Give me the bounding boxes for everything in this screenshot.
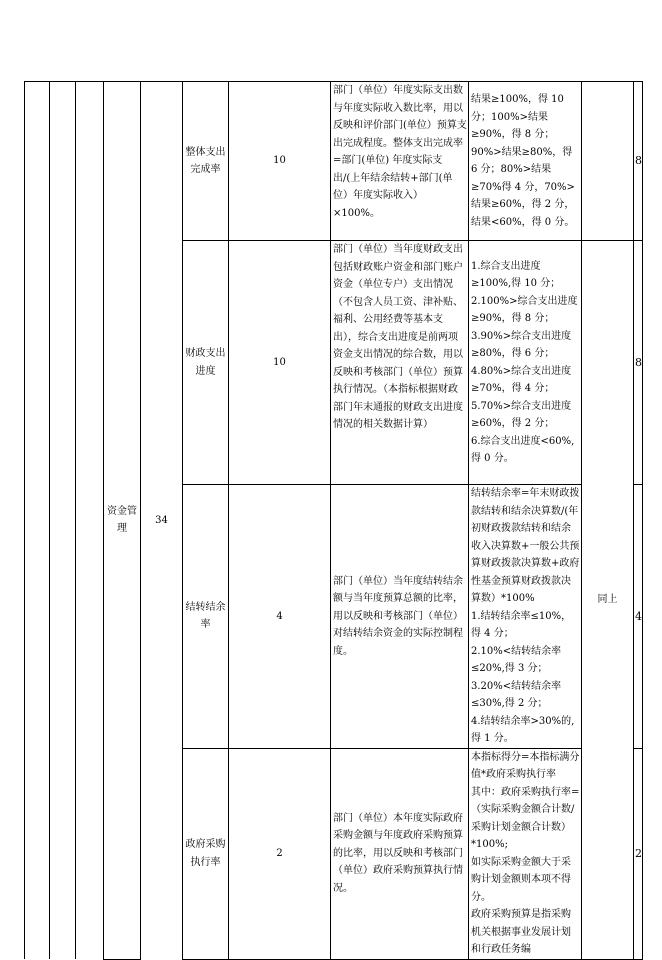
blank-cell <box>76 82 104 960</box>
score-value: 8 <box>634 241 643 485</box>
score-value: 2 <box>634 748 643 959</box>
indicator-description: 部门（单位）年度实际支出数与年度实际收入数比率，用以反映和评价部门(单位）预算支出完成程度。整体支出完成率=部门(单位) 年度实际支出/(上年结余结转+部门(单位）年度实际收入）×100%。 <box>331 82 469 241</box>
category-weight: 34 <box>141 82 183 960</box>
indicator-name: 结转结余率 <box>183 485 229 749</box>
indicator-name: 财政支出进度 <box>183 241 229 485</box>
indicator-description: 部门（单位）当年度结转结余额与当年度预算总额的比率，用以反映和考核部门（单位）对结转结余资金的实际控制程度。 <box>331 485 469 749</box>
blank-cell <box>25 82 50 960</box>
score-value: 4 <box>634 485 643 749</box>
indicator-weight: 4 <box>229 485 331 749</box>
indicator-description: 部门（单位）当年度财政支出包括财政账户资金和部门账户资金（单位专户）支出情况（不包含人员工资、津补贴、福利、公用经费等基本支出），综合支出进度是前两项资金支出情况的综合数，用以反映和考核部门（单位）预算执行情况。（本指标根据财政部门年末通报的财政支出进度情况的相关数据计算） <box>331 241 469 485</box>
evaluator-cell <box>582 82 634 241</box>
indicator-weight: 2 <box>229 748 331 959</box>
evaluation-table <box>24 81 643 960</box>
scoring-criteria: 本指标得分=本指标满分值*政府采购执行率 其中：政府采购执行率=（实际采购金额合计数/采购计划金额合计数）*100%; 如实际采购金额大于采购计划金额则本项不得分。 政府采购预算是指采购机关根据事业发展计划和行政任务编 <box>469 748 582 959</box>
indicator-weight: 10 <box>229 82 331 241</box>
score-value: 8 <box>634 82 643 241</box>
indicator-weight: 10 <box>229 241 331 485</box>
indicator-name: 整体支出完成率 <box>183 82 229 241</box>
category-label: 资金管理 <box>107 505 137 535</box>
table-row <box>25 82 643 241</box>
category-cell <box>104 82 141 960</box>
blank-cell <box>50 82 76 960</box>
indicator-name: 政府采购执行率 <box>183 748 229 959</box>
scoring-criteria: 结果≥100%，得 10 分；100%>结果≥90%，得 8 分；90%>结果≥80%，得 6 分；80%>结果≥70%得 4 分，70%>结果≥60%，得 2 分，结果<60%，得 0 分。 <box>469 82 582 241</box>
indicator-description: 部门（单位）本年度实际政府采购金额与年度政府采购预算的比率，用以反映和考核部门（单位）政府采购预算执行情况。 <box>331 748 469 959</box>
scoring-criteria: 结转结余率=年末财政拨款结转和结余决算数/(年初财政拨款结转和结余收入决算数+一般公共预算财政拨款决算数+政府性基金预算财政拨款决算数）*100% 1.结转结余率≤10%，得 4 分； 2.10%<结转结余率≤20%,得 3 分； 3.20%<结转结余率≤30%,得 2 分； 4.结转结余率>30%的,得 1 分。 <box>469 485 582 749</box>
scoring-criteria: 1.综合支出进度≥100%,得 10 分； 2.100%>综合支出进度≥90%，得 8 分； 3.90%>综合支出进度≥80%，得 6 分； 4.80%>综合支出进度≥70%，得 4 分； 5.70%>综合支出进度≥60%，得 2 分； 6.综合支出进度<60%,得 0 分。 <box>469 241 582 485</box>
same-as-above: 同上 <box>582 241 634 960</box>
